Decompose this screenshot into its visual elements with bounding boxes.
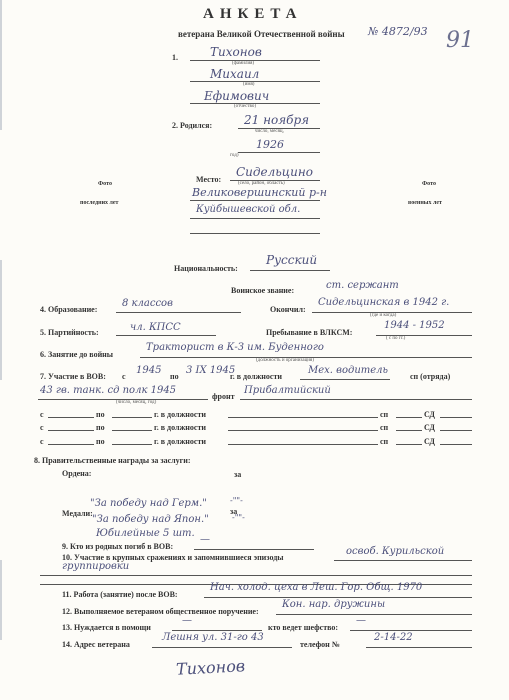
battles-value-2: группировки xyxy=(62,561,130,572)
medal-1-note: -""- xyxy=(230,496,243,505)
blank-row-po: по xyxy=(96,410,105,419)
phone-label: телефон № xyxy=(300,640,340,649)
blank-row-sp: сп xyxy=(380,410,389,419)
blank-row-sd: СД xyxy=(424,410,435,419)
first-name-hint: (имя) xyxy=(243,82,255,87)
medal-2-note: -""- xyxy=(232,513,245,522)
public-duty-value: Кон. нар. дружины xyxy=(282,599,386,610)
place-value-1: Сидельцино xyxy=(236,165,314,179)
photo-left-label: Фото xyxy=(98,181,112,187)
help-value: — xyxy=(182,615,192,626)
vlksm-value: 1944 - 1952 xyxy=(384,320,445,331)
blank-row-line xyxy=(48,430,94,431)
blank-row-sd: СД xyxy=(424,437,435,446)
medal-1: "За победу над Герм." xyxy=(90,498,207,509)
blank-row-line xyxy=(440,444,472,445)
medal-2: "За победу над Япон." xyxy=(92,514,209,525)
relatives-value: — xyxy=(200,534,210,545)
wwii-position-label: г. в должности xyxy=(230,372,282,381)
blank-row-position: г. в должности xyxy=(154,410,206,419)
front-label: фронт xyxy=(212,392,235,401)
blank-row-line xyxy=(228,417,378,418)
born-hint: число, месяц, xyxy=(255,129,284,134)
blank-row-line xyxy=(440,417,472,418)
born-year-label: год) xyxy=(230,153,239,158)
photo-left-sub: последних лет xyxy=(80,200,119,206)
blank-row-c: с xyxy=(40,437,44,446)
vlksm-hint: ( с по гг.) xyxy=(386,336,406,341)
scan-edge-mid xyxy=(0,260,2,380)
front-value: Прибалтийский xyxy=(244,385,331,396)
prewar-value: Тракторист в К-З им. Буденного xyxy=(146,342,324,353)
wwii-position-value: Мех. водитель xyxy=(308,365,388,376)
wwii-from-value: 1945 xyxy=(136,365,162,376)
blank-row-line xyxy=(48,444,94,445)
medals-label: Медали: xyxy=(62,509,93,518)
scan-edge-top xyxy=(0,0,2,130)
rank-label: Воинское звание: xyxy=(231,286,295,295)
medal-3: Юбилейные 5 шт. xyxy=(96,528,195,539)
blank-row-line xyxy=(112,444,152,445)
party-value: чл. КПСС xyxy=(130,322,181,333)
graduated-hint: (где и когда) xyxy=(370,313,397,318)
blank-row-c: с xyxy=(40,423,44,432)
wwii-from-c: с xyxy=(122,372,126,381)
orders-za: за xyxy=(234,470,242,479)
born-label: 2. Родился: xyxy=(172,121,213,130)
battles-value-1: освоб. Курильской xyxy=(346,546,445,557)
blank-row-line xyxy=(112,417,152,418)
orders-label: Ордена: xyxy=(62,469,92,478)
address-label: 14. Адрес ветерана xyxy=(62,640,130,649)
blank-row-line xyxy=(48,417,94,418)
blank-row-sp: сп xyxy=(380,437,389,446)
blank-row-sp: сп xyxy=(380,423,389,432)
blank-row-c: с xyxy=(40,410,44,419)
blank-row-line xyxy=(228,444,378,445)
wwii-to-po: по xyxy=(170,372,179,381)
medals-za: за xyxy=(230,507,238,516)
born-value: 21 ноября xyxy=(244,113,310,127)
patron-label: кто ведет шефство: xyxy=(268,623,339,632)
blank-row-line xyxy=(112,430,152,431)
wwii-line2-value: 43 гв. танк. сд полк 1945 xyxy=(40,385,177,396)
blank-row-position: г. в должности xyxy=(154,423,206,432)
address-value: Лешня ул. 31-го 43 xyxy=(162,632,264,643)
blank-row-line xyxy=(396,417,422,418)
public-duty-label: 12. Выполняемое ветераном общественное поручение: xyxy=(62,607,259,616)
blank-row-line xyxy=(396,444,422,445)
place-value-2: Великовершинский р-н xyxy=(192,186,327,199)
field1-number: 1. xyxy=(172,53,178,62)
form-number: № 4872/93 xyxy=(368,25,428,38)
place-hint: (село, район, область) xyxy=(238,181,285,186)
last-name-hint: (фамилия) xyxy=(232,61,255,66)
blank-row-line xyxy=(228,430,378,431)
form-title: АНКЕТА xyxy=(203,6,303,22)
wwii-label: 7. Участие в ВОВ: xyxy=(40,372,106,381)
photo-right-label: Фото xyxy=(422,181,436,187)
postwar-label: 11. Работа (занятие) после ВОВ: xyxy=(62,590,178,599)
photo-right-sub: военных лет xyxy=(408,200,442,206)
blank-row-line xyxy=(440,430,472,431)
blank-row-position: г. в должности xyxy=(154,437,206,446)
place-label: Место: xyxy=(196,175,222,184)
first-name-value: Михаил xyxy=(210,67,260,81)
blank-row-sd: СД xyxy=(424,423,435,432)
battles-label: 10. Участие в крупных сражениях и запомнившиеся эпизоды xyxy=(62,553,284,562)
wwii-hint: (число, месяц, год) xyxy=(116,400,157,405)
education-value: 8 классов xyxy=(122,298,173,309)
prewar-hint: (должность и организация) xyxy=(256,358,314,363)
blank-row-po: по xyxy=(96,423,105,432)
graduated-label: Окончил: xyxy=(270,305,306,314)
prewar-label: 6. Занятие до войны xyxy=(40,350,114,359)
blank-row-po: по xyxy=(96,437,105,446)
nationality-value: Русский xyxy=(266,253,318,267)
relatives-label: 9. Кто из родных погиб в ВОВ: xyxy=(62,542,174,551)
blank-row-line xyxy=(396,430,422,431)
patronymic-value: Ефимович xyxy=(204,89,270,103)
vlksm-label: Пребывание в ВЛКСМ: xyxy=(266,328,353,337)
help-label: 13. Нуждается в помощи xyxy=(62,623,151,632)
awards-label: 8. Правительственные награды за заслуги: xyxy=(34,456,191,465)
postwar-value: Нач. холод. цеха в Леш. Гор. Общ. 1970 xyxy=(210,582,423,593)
education-label: 4. Образование: xyxy=(40,305,98,314)
scan-edge-bottom xyxy=(0,560,2,640)
nationality-label: Национальность: xyxy=(174,264,238,273)
last-name-value: Тихонов xyxy=(210,45,262,59)
born-year-value: 1926 xyxy=(256,138,284,151)
form-subtitle: ветерана Великой Отечественной войны xyxy=(178,29,345,39)
wwii-to-value: 3 IX 1945 xyxy=(186,365,236,376)
patron-value: — xyxy=(356,615,366,626)
wwii-unit-label: сп (отряда) xyxy=(410,372,451,381)
place-value-3: Куйбышевской обл. xyxy=(196,204,301,215)
phone-value: 2-14-22 xyxy=(374,632,413,643)
patronymic-hint: (отчество) xyxy=(234,104,257,109)
corner-number: 91 xyxy=(446,28,474,53)
signature: Тихонов xyxy=(175,656,246,679)
graduated-value: Сидельцинская в 1942 г. xyxy=(318,297,450,308)
party-label: 5. Партийность: xyxy=(40,328,99,337)
rank-value: ст. сержант xyxy=(326,280,399,291)
